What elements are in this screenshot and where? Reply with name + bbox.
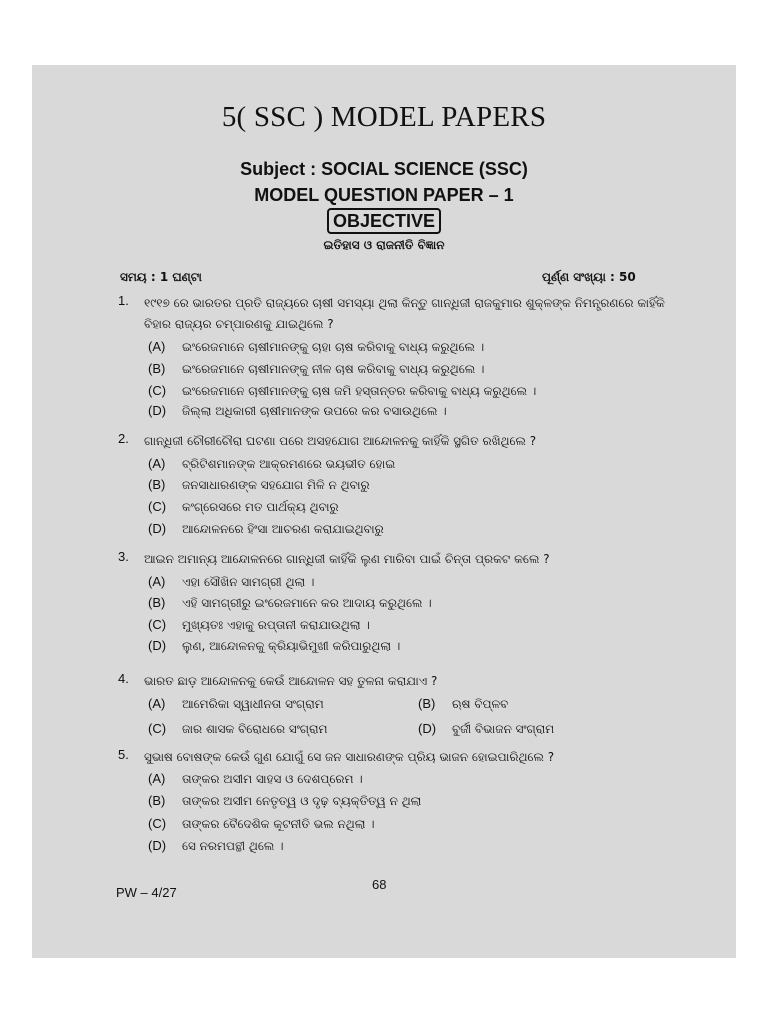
option-a: (A) ବ୍ରିଟିଶମାନଙ୍କ ଆକ୍ରମଣରେ ଭୟଭୀତ ହୋଇ bbox=[148, 456, 396, 471]
page-number: 68 bbox=[372, 877, 387, 892]
option-b: (B) ଇଂରେଜମାନେ ଚାଷୀମାନଙ୍କୁ ନୀଳ ଚାଷ କରିବାକୁ ବାଧ୍ୟ କରୁଥିଲେ । bbox=[148, 361, 485, 376]
question-number: 2. bbox=[118, 431, 129, 446]
option-a: (A) ଏହା ସୌଖିନ ସାମଗ୍ରୀ ଥିଲା । bbox=[148, 574, 315, 589]
option-d: (D) ସେ ନରମପନ୍ଥୀ ଥିଲେ । bbox=[148, 838, 284, 853]
option-a: (A) ତାଙ୍କର ଅସୀମ ସାହସ ଓ ଦେଶପ୍ରେମ । bbox=[148, 771, 363, 786]
question-number: 5. bbox=[118, 747, 129, 762]
option-d: (D) ଆନ୍ଦୋଳନରେ ହିଂସା ଆଚରଣ କରାଯାଇଥିବାରୁ bbox=[148, 521, 384, 536]
option-a: (A) ଆମେରିକା ସ୍ୱାଧୀନତା ସଂଗ୍ରାମ bbox=[148, 696, 324, 711]
question-text: ଗାନ୍ଧିଜୀ ଚୌରୀଚୌରା ଘଟଣା ପରେ ଅସହଯୋଗ ଆନ୍ଦୋଳନକୁ କାହିଁକି ସ୍ଥଗିତ ରଖିଥିଲେ ? bbox=[144, 434, 537, 448]
option-c: (C) ମୁଖ୍ୟତଃ ଏହାକୁ ରପ୍ତାନୀ କରାଯାଉଥିଲା । bbox=[148, 617, 370, 632]
main-title: 5( SSC ) MODEL PAPERS bbox=[221, 101, 547, 133]
question-number: 3. bbox=[118, 549, 129, 564]
option-c: (C) କଂଗ୍ରେସରେ ମତ ପାର୍ଥକ୍ୟ ଥିବାରୁ bbox=[148, 499, 339, 514]
time-label: ସମୟ : 1 ଘଣ୍ଟା bbox=[120, 270, 202, 284]
objective-box-wrap bbox=[32, 208, 736, 234]
question-number: 4. bbox=[118, 671, 129, 686]
subject-line: Subject : SOCIAL SCIENCE (SSC) bbox=[240, 159, 528, 179]
option-c: (C) ଜାର ଶାସକ ବିରୋଧରେ ସଂଗ୍ରାମ bbox=[148, 721, 328, 736]
option-d: (D) ଲୁଣ, ଆନ୍ଦୋଳନକୁ କ୍ରିୟାଭିମୁଖୀ କରିପାରୁଥିଲା । bbox=[148, 638, 401, 653]
option-c: (C) ଇଂରେଜମାନେ ଚାଷୀମାନଙ୍କୁ ଚାଷ ଜମି ହସ୍ତାନ୍ତର କରିବାକୁ ବାଧ୍ୟ କରୁଥିଲେ । bbox=[148, 383, 537, 398]
paper-number: MODEL QUESTION PAPER – 1 bbox=[254, 185, 514, 205]
option-b: (B) ଜନସାଧାରଣଙ୍କ ସହଯୋଗ ମିଳି ନ ଥିବାରୁ bbox=[148, 477, 370, 492]
section-title: ଇତିହାସ ଓ ରାଜନୀତି ବିଜ୍ଞାନ bbox=[323, 238, 445, 252]
option-d: (D) ଜିଲ୍ଲା ଅଧିକାରୀ ଚାଷୀମାନଙ୍କ ଉପରେ କର ବସାଉଥିଲେ । bbox=[148, 403, 447, 418]
question-text: ସୁଭାଷ ବୋଷଙ୍କ କେଉଁ ଗୁଣ ଯୋଗୁଁ ସେ ଜନ ସାଧାରଣଙ୍କ ପ୍ରିୟ ଭାଜନ ହୋଇପାରିଥିଲେ ? bbox=[144, 750, 555, 764]
footer-code: PW – 4/27 bbox=[116, 885, 177, 900]
option-d: (D) ବୁର୍ଜୀ ବିଭାଜନ ସଂଗ୍ରାମ bbox=[418, 721, 555, 736]
option-b: (B) ଋଷ ବିପ୍ଳବ bbox=[418, 696, 509, 711]
document-page bbox=[32, 65, 736, 958]
option-b: (B) ଏହି ସାମଗ୍ରୀରୁ ଇଂରେଜମାନେ କର ଆଦାୟ କରୁଥିଲେ । bbox=[148, 595, 432, 610]
question-text: ଭାରତ ଛାଡ଼ ଆନ୍ଦୋଳନକୁ କେଉଁ ଆନ୍ଦୋଳନ ସହ ତୁଳନା କରାଯାଏ ? bbox=[144, 674, 438, 688]
option-b: (B) ତାଙ୍କର ଅସୀମ ନେତୃତ୍ୱ ଓ ଦୃଢ଼ ବ୍ୟକ୍ତିତ୍ୱ ନ ଥିଲା bbox=[148, 793, 422, 808]
marks-label: ପୂର୍ଣ୍ଣ ସଂଖ୍ୟା : 50 bbox=[542, 270, 636, 284]
option-c: (C) ତାଙ୍କର ବୈଦେଶିକ କୂଟନୀତି ଭଲ ନଥିଲା । bbox=[148, 816, 375, 831]
option-a: (A) ଇଂରେଜମାନେ ଚାଷୀମାନଙ୍କୁ ଚାହା ଚାଷ କରିବାକୁ ବାଧ୍ୟ କରୁଥିଲେ । bbox=[148, 339, 485, 354]
question-text: ୧୯୧୭ ରେ ଭାରତର ପ୍ରତି ରାଜ୍ୟରେ ଚାଷୀ ସମସ୍ୟା ଥିଲା କିନ୍ତୁ ଗାନ୍ଧିଜୀ ରାଜକୁମାର ଶୁକ୍ଳଙ୍କ ନିମନ୍ତ୍ରଣରେ କାହିଁକି ବିହାର ରାଜ୍ୟର ଚମ୍ପାରଣକୁ ଯାଇଥିଲେ ? bbox=[144, 296, 665, 331]
question-text: ଆଇନ ଅମାନ୍ୟ ଆନ୍ଦୋଳନରେ ଗାନ୍ଧିଜୀ କାହିଁକି ଲୁଣ ମାରିବା ପାଇଁ ଚିନ୍ତା ପ୍ରକଟ କଲେ ? bbox=[144, 552, 550, 566]
question-number: 1. bbox=[118, 293, 129, 308]
objective-label: OBJECTIVE bbox=[327, 208, 441, 234]
